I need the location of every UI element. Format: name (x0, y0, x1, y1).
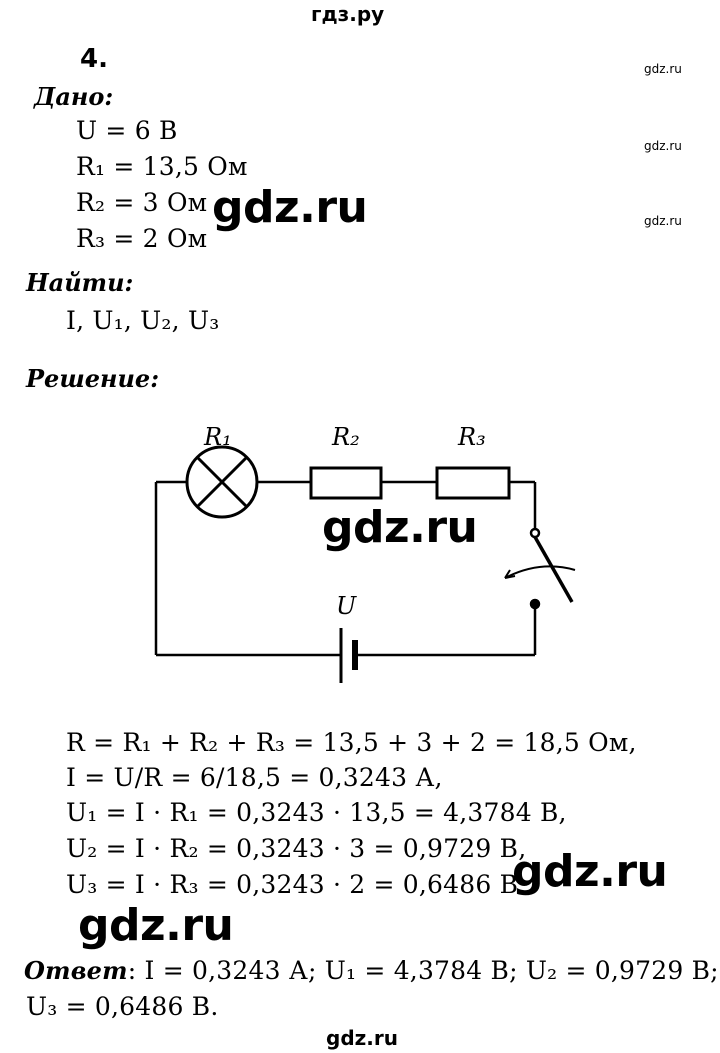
watermark-small: gdz.ru (644, 62, 682, 76)
answer-line: Ответ: I = 0,3243 А; U₁ = 4,3784 В; U₂ = 0,9729 В; (24, 956, 719, 985)
site-header: гдз.ру (311, 2, 385, 26)
solution-line: U₂ = I · R₂ = 0,3243 · 3 = 0,9729 В, (66, 834, 527, 863)
label-r1: R₁ (204, 423, 232, 451)
problem-number: 4. (80, 44, 108, 74)
watermark-footer: gdz.ru (326, 1026, 398, 1050)
given-line: U = 6 В (76, 116, 178, 145)
solution-line: R = R₁ + R₂ + R₃ = 13,5 + 3 + 2 = 18,5 Ом, (66, 728, 637, 757)
resistor-icon (311, 468, 381, 498)
find-heading: Найти: (26, 268, 134, 297)
find-line: I, U₁, U₂, U₃ (66, 306, 220, 335)
solution-line: I = U/R = 6/18,5 = 0,3243 А, (66, 763, 443, 792)
watermark-big: gdz.ru (512, 846, 668, 897)
watermark-big: gdz.ru (78, 900, 234, 951)
label-u: U (336, 592, 357, 620)
switch-icon (505, 529, 575, 608)
given-line: R₂ = 3 Ом (76, 188, 208, 217)
answer-heading: Ответ (24, 956, 128, 985)
resistor-icon (437, 468, 509, 498)
label-r2: R₂ (332, 423, 360, 451)
watermark-big: gdz.ru (212, 182, 368, 233)
answer-line: U₃ = 0,6486 В. (26, 992, 219, 1021)
solution-heading: Решение: (26, 364, 160, 393)
watermark-small: gdz.ru (644, 139, 682, 153)
watermark-small: gdz.ru (644, 214, 682, 228)
battery-icon (341, 628, 355, 683)
solution-line: U₃ = I · R₃ = 0,3243 · 2 = 0,6486 В. (66, 870, 527, 899)
given-line: R₁ = 13,5 Ом (76, 152, 248, 181)
given-heading: Дано: (34, 82, 114, 111)
given-line: R₃ = 2 Ом (76, 224, 208, 253)
watermark-big: gdz.ru (322, 502, 478, 553)
lamp-icon (187, 447, 257, 517)
solution-line: U₁ = I · R₁ = 0,3243 · 13,5 = 4,3784 В, (66, 798, 567, 827)
label-r3: R₃ (458, 423, 486, 451)
